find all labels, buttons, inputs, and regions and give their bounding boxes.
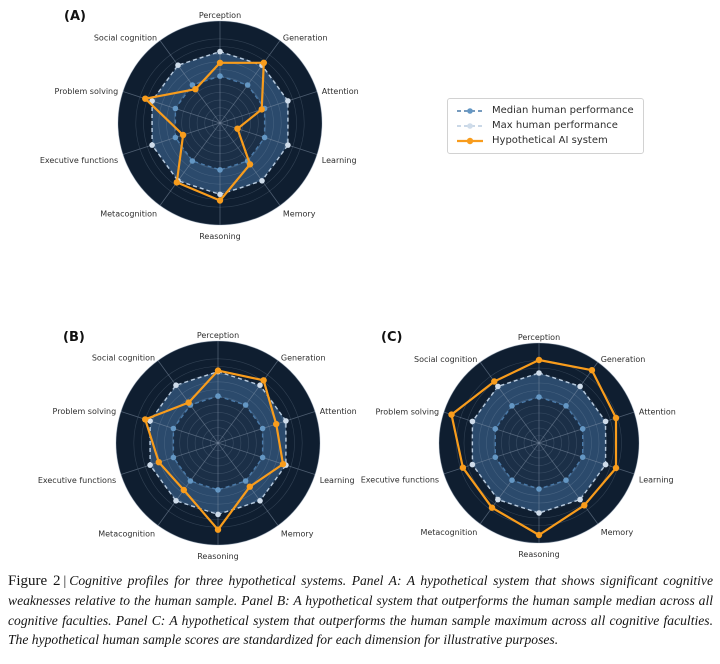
panel-label--b-: (B)	[63, 330, 85, 345]
axis-label-reasoning: Reasoning	[199, 232, 241, 241]
axis-label-learning: Learning	[638, 475, 674, 485]
axis-label-social-cognition: Social cognition	[93, 33, 158, 43]
hypothetical-ai-system-marker	[491, 378, 497, 384]
max-human-performance-marker	[173, 498, 179, 504]
legend-sample-marker	[467, 138, 473, 144]
legend-line-max-icon	[456, 121, 484, 131]
axis-label-attention: Attention	[321, 86, 359, 96]
axis-label-memory: Memory	[282, 209, 316, 219]
max-human-performance-marker	[257, 498, 263, 504]
median-human-performance-marker	[171, 426, 177, 432]
hypothetical-ai-system-marker	[247, 484, 253, 490]
max-human-performance-marker	[285, 98, 291, 104]
max-human-performance-marker	[470, 419, 476, 425]
max-human-performance-marker	[603, 419, 609, 425]
median-human-performance-marker	[215, 487, 221, 493]
max-human-performance-marker	[285, 142, 291, 148]
median-human-performance-marker	[260, 426, 266, 432]
median-human-performance-marker	[171, 455, 177, 461]
axis-label-memory: Memory	[280, 529, 314, 539]
panel-label--c-: (C)	[381, 330, 403, 345]
axis-label-metacognition: Metacognition	[100, 209, 158, 219]
median-human-performance-marker	[493, 426, 499, 432]
median-human-performance-marker	[243, 478, 249, 484]
hypothetical-ai-system-marker	[215, 367, 221, 373]
hypothetical-ai-system-marker	[215, 527, 221, 533]
median-human-performance-marker	[188, 478, 194, 484]
radar-panel-a	[0, 0, 360, 265]
legend-item-median	[456, 104, 634, 118]
hypothetical-ai-system-marker	[234, 126, 240, 132]
axis-label-learning: Learning	[319, 476, 355, 486]
median-human-performance-marker	[262, 135, 268, 141]
legend-line-median-icon	[456, 106, 484, 116]
median-human-performance-marker	[509, 403, 515, 409]
hypothetical-ai-system-marker	[536, 357, 542, 363]
axis-label-metacognition: Metacognition	[420, 527, 478, 537]
axis-label-attention: Attention	[638, 407, 676, 417]
median-human-performance-marker	[260, 455, 266, 461]
axis-label-executive-functions: Executive functions	[360, 475, 440, 485]
hypothetical-ai-system-marker	[247, 161, 253, 167]
hypothetical-ai-system-marker	[180, 132, 186, 138]
max-human-performance-marker	[495, 384, 501, 390]
axis-label-reasoning: Reasoning	[518, 550, 560, 559]
median-human-performance-marker	[563, 403, 569, 409]
panel-label--a-: (A)	[64, 9, 86, 24]
legend-label-max: Max human performance	[492, 120, 618, 131]
max-human-performance-marker	[217, 49, 223, 55]
max-human-performance-marker	[603, 462, 609, 468]
axis-label-metacognition: Metacognition	[98, 529, 156, 539]
axis-label-perception: Perception	[196, 331, 240, 340]
median-human-performance-marker	[190, 158, 196, 164]
max-human-performance-marker	[215, 512, 221, 518]
hypothetical-ai-system-marker	[460, 465, 466, 471]
axis-label-perception: Perception	[198, 11, 242, 20]
hypothetical-ai-system-marker	[589, 367, 595, 373]
max-human-performance-marker	[173, 382, 179, 388]
max-human-performance-marker	[217, 192, 223, 198]
axis-label-social-cognition: Social cognition	[91, 353, 156, 363]
median-human-performance-marker	[493, 454, 499, 460]
median-human-performance-marker	[173, 106, 179, 112]
max-human-performance-marker	[149, 142, 155, 148]
max-human-performance-marker	[283, 418, 289, 424]
max-human-performance-marker	[577, 497, 583, 503]
hypothetical-ai-system-marker	[261, 60, 267, 66]
axis-label-social-cognition: Social cognition	[414, 355, 478, 365]
legend-label-median: Median human performance	[492, 105, 634, 116]
median-human-performance-marker	[217, 167, 223, 173]
hypothetical-ai-system-marker	[448, 411, 454, 417]
max-human-performance-marker	[175, 62, 181, 68]
hypothetical-ai-system-marker	[142, 96, 148, 102]
max-human-performance-marker	[536, 370, 542, 376]
median-human-performance-marker	[563, 477, 569, 483]
axis-label-problem-solving: Problem solving	[54, 86, 119, 96]
legend	[447, 98, 644, 154]
axis-label-perception: Perception	[517, 333, 561, 342]
axis-label-generation: Generation	[282, 33, 328, 43]
legend-item-ai	[456, 134, 634, 148]
legend-line-ai-icon	[456, 136, 484, 146]
radar-panel-c	[360, 310, 720, 575]
caption-text: Cognitive profiles for three hypothetical systems. Panel A: A hypothetical system that shows significant cognitive weaknesses relative to the human sample. Panel B: A hypothetical system that outperforms the human sample median across all cognitive faculties. Panel C: A hypothetical system that outperforms the human sample maximum across all cognitive faculties. The hypothetical human sample scores are standardized for each dimension for illustrative purposes.	[8, 573, 713, 647]
caption-separator: |	[63, 573, 67, 588]
axis-label-problem-solving: Problem solving	[375, 407, 440, 417]
hypothetical-ai-system-marker	[260, 377, 266, 383]
median-human-performance-marker	[217, 73, 223, 79]
caption-figure-number: Figure 2	[8, 573, 61, 589]
legend-label-ai: Hypothetical AI system	[492, 135, 608, 146]
median-human-performance-marker	[245, 82, 251, 88]
median-human-performance-marker	[243, 402, 249, 408]
hypothetical-ai-system-marker	[174, 179, 180, 185]
hypothetical-ai-system-marker	[142, 416, 148, 422]
hypothetical-ai-system-marker	[217, 60, 223, 66]
hypothetical-ai-system-marker	[489, 505, 495, 511]
hypothetical-ai-system-marker	[156, 459, 162, 465]
hypothetical-ai-system-marker	[181, 487, 187, 493]
median-human-performance-marker	[580, 426, 586, 432]
legend-item-max	[456, 119, 634, 133]
median-human-performance-marker	[580, 454, 586, 460]
max-human-performance-marker	[257, 382, 263, 388]
median-human-performance-marker	[509, 477, 515, 483]
figure-caption	[8, 571, 713, 649]
hypothetical-ai-system-marker	[192, 86, 198, 92]
axis-label-reasoning: Reasoning	[197, 552, 239, 561]
axis-label-learning: Learning	[321, 156, 357, 166]
median-human-performance-marker	[536, 394, 542, 400]
legend-sample-marker	[467, 108, 473, 114]
median-human-performance-marker	[215, 393, 221, 399]
hypothetical-ai-system-marker	[613, 465, 619, 471]
axis-label-attention: Attention	[319, 406, 357, 416]
hypothetical-ai-system-marker	[581, 502, 587, 508]
hypothetical-ai-system-marker	[613, 415, 619, 421]
axis-label-memory: Memory	[600, 527, 634, 537]
max-human-performance-marker	[259, 178, 265, 184]
median-human-performance-marker	[536, 486, 542, 492]
legend-sample-marker	[467, 123, 473, 129]
hypothetical-ai-system-marker	[217, 197, 223, 203]
radar-panel-b	[0, 310, 360, 575]
hypothetical-ai-system-marker	[536, 532, 542, 538]
axis-label-executive-functions: Executive functions	[37, 476, 117, 486]
max-human-performance-marker	[495, 497, 501, 503]
axis-label-problem-solving: Problem solving	[52, 406, 117, 416]
median-human-performance-marker	[173, 135, 179, 141]
max-human-performance-marker	[577, 384, 583, 390]
hypothetical-ai-system-marker	[185, 399, 191, 405]
axis-label-generation: Generation	[600, 355, 646, 365]
hypothetical-ai-system-marker	[280, 461, 286, 467]
axis-label-generation: Generation	[280, 353, 326, 363]
max-human-performance-marker	[147, 462, 153, 468]
axis-label-executive-functions: Executive functions	[39, 156, 119, 166]
max-human-performance-marker	[536, 510, 542, 516]
hypothetical-ai-system-marker	[259, 106, 265, 112]
hypothetical-ai-system-marker	[273, 421, 279, 427]
max-human-performance-marker	[470, 462, 476, 468]
